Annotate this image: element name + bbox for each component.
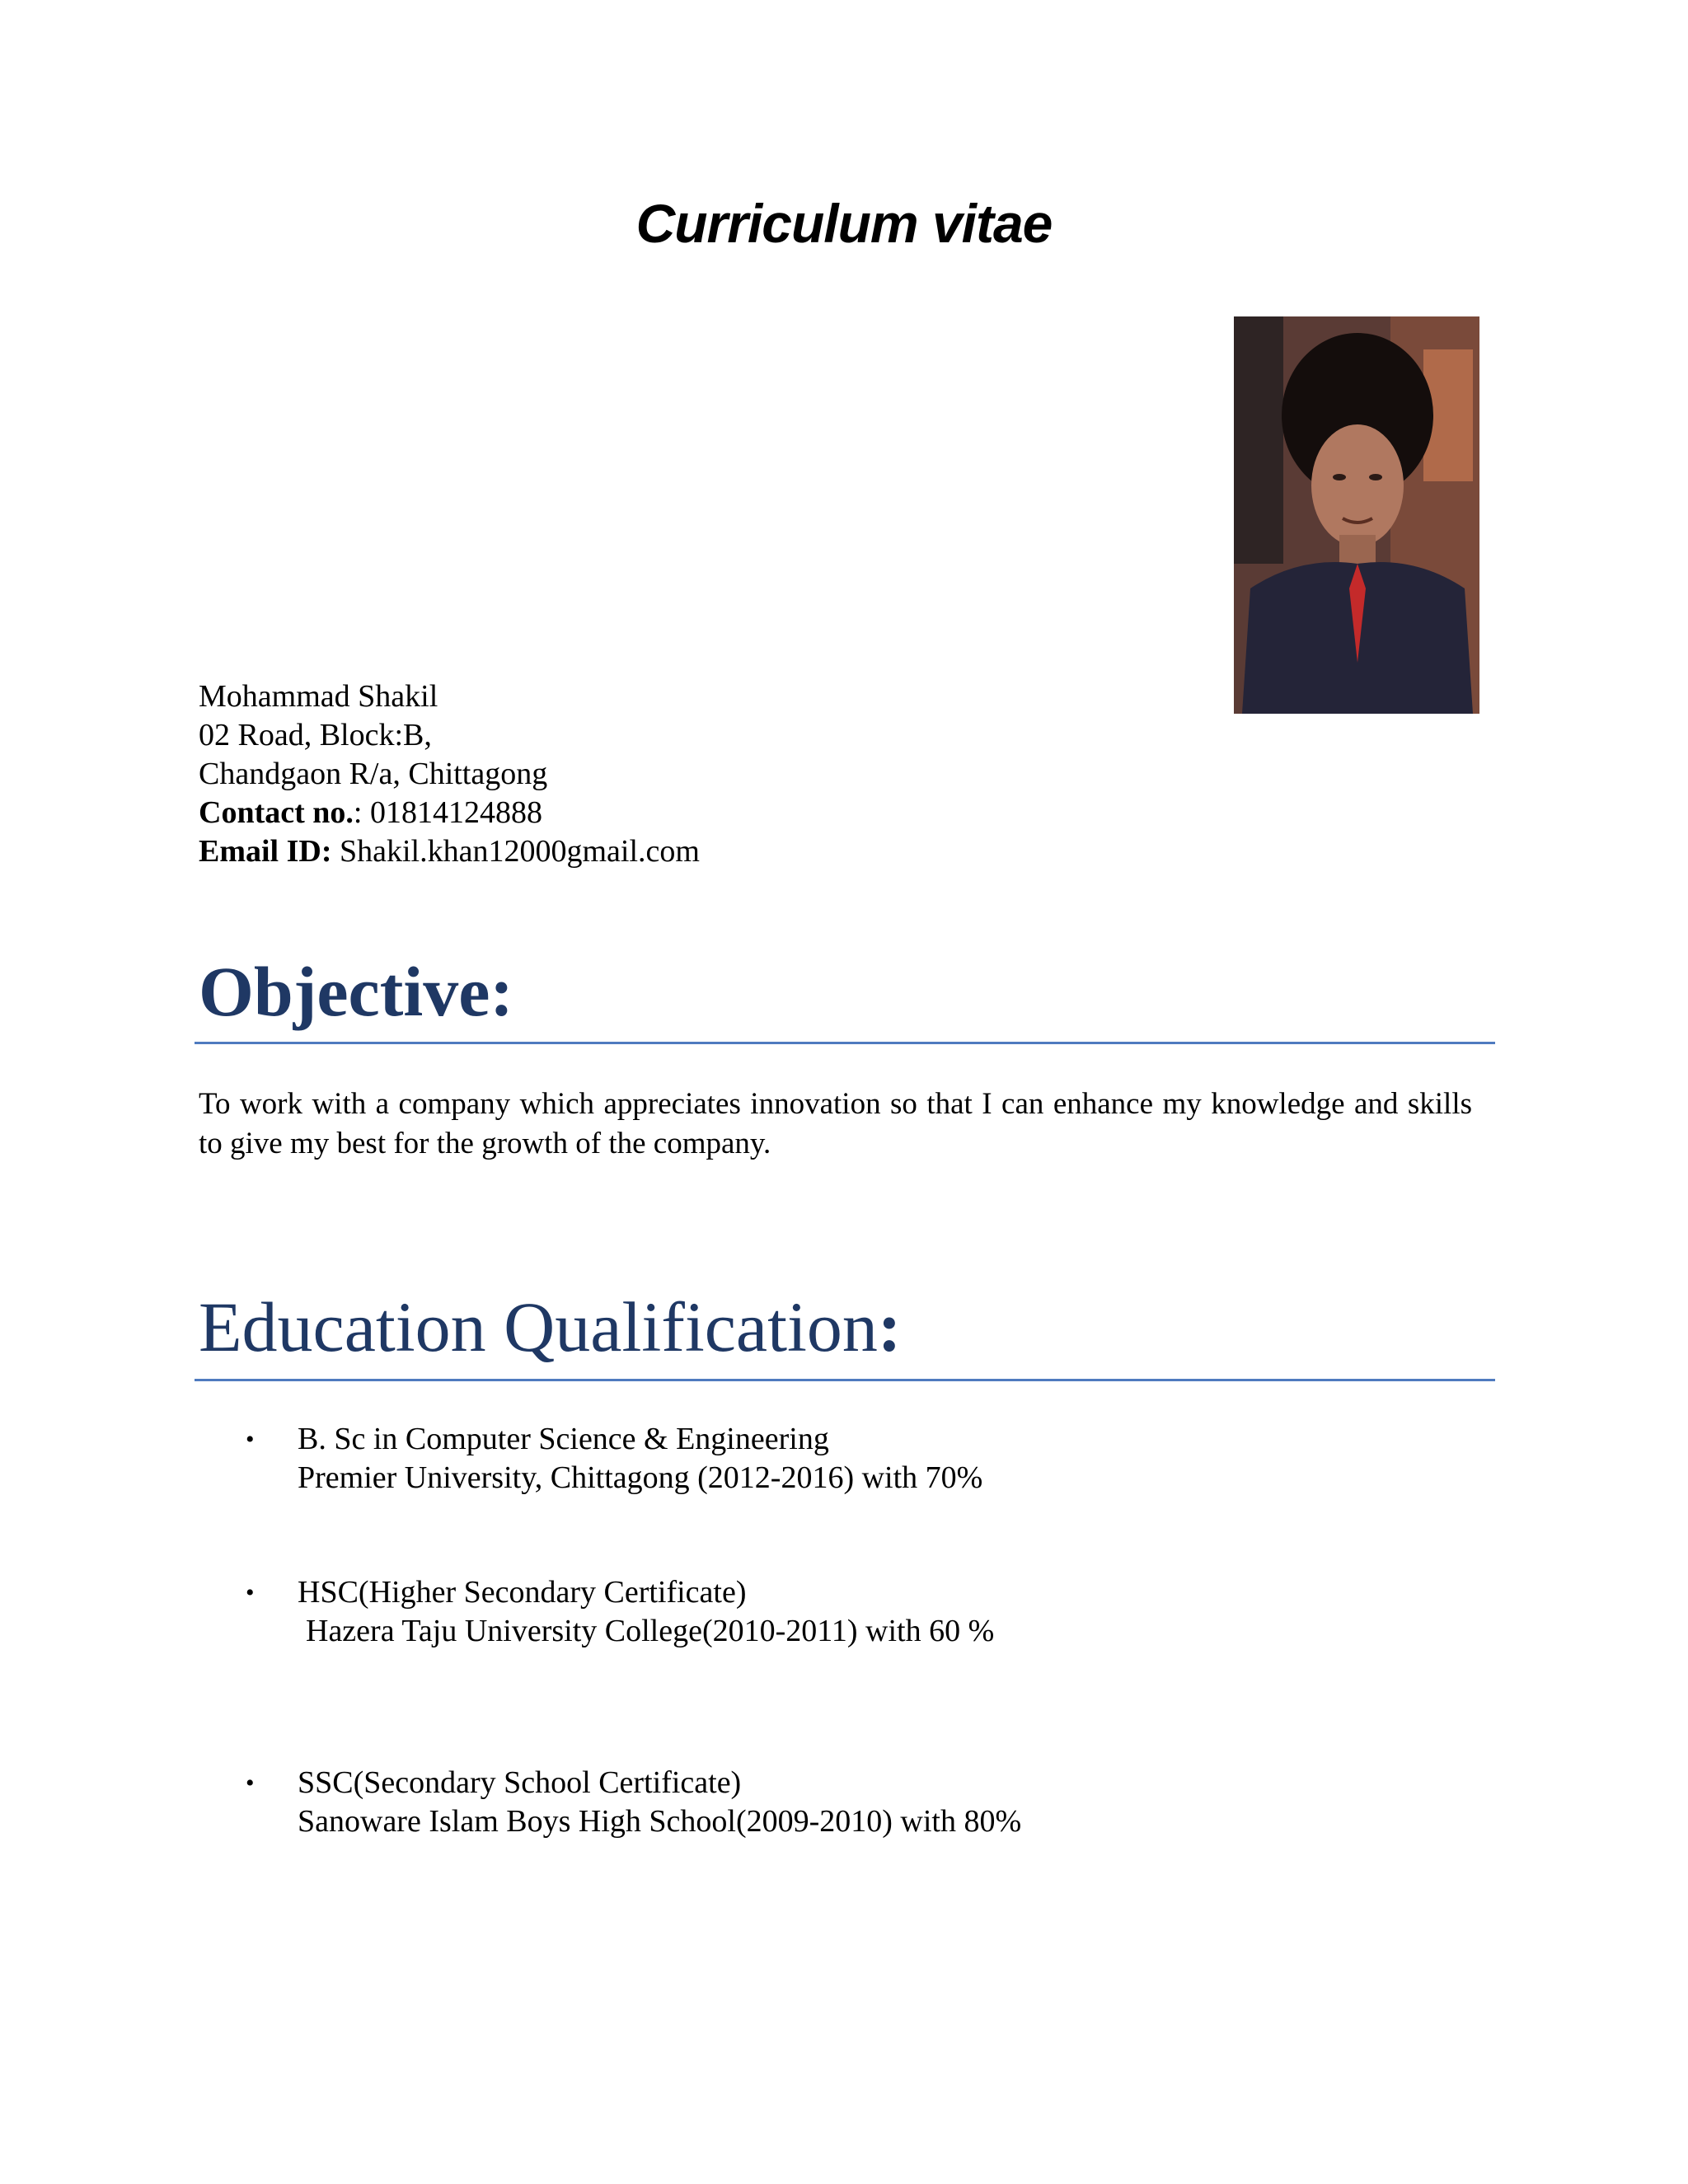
- contact-block: [199, 677, 700, 871]
- contact-email-label: Email ID:: [199, 834, 332, 869]
- portrait-photo: [1234, 316, 1479, 714]
- contact-address-line2: Chandgaon R/a, Chittagong: [199, 757, 548, 791]
- contact-phone-label: Contact no.: [199, 795, 354, 830]
- education-item: [246, 1420, 983, 1497]
- education-degree: B. Sc in Computer Science & Engineering: [298, 1422, 829, 1456]
- contact-phone: [199, 794, 700, 832]
- contact-phone-value: : 01814124888: [353, 795, 542, 830]
- bullet-icon: •: [246, 1579, 255, 1606]
- contact-name: Mohammad Shakil: [199, 679, 438, 714]
- education-heading-colon: :: [877, 1287, 902, 1366]
- education-detail: Sanoware Islam Boys High School(2009-2010) with 80%: [298, 1804, 1022, 1839]
- education-divider: [195, 1379, 1495, 1381]
- education-detail: Hazera Taju University College(2010-2011) with 60 %: [306, 1614, 995, 1648]
- education-item: [246, 1573, 995, 1651]
- education-heading: [199, 1287, 902, 1366]
- objective-heading: Objective:: [199, 952, 514, 1031]
- objective-text: To work with a company which appreciates innovation so that I can enhance my knowledge and skills to give my best for the growth of the company.: [199, 1087, 1472, 1160]
- education-item: [246, 1764, 1022, 1841]
- objective-divider: [195, 1042, 1495, 1044]
- bullet-icon: •: [246, 1426, 255, 1453]
- education-heading-text: Education Qualification: [199, 1287, 878, 1366]
- document-title: Curriculum vitae: [635, 193, 1053, 254]
- contact-email-value: Shakil.khan12000gmail.com: [331, 834, 700, 869]
- contact-address-line1: 02 Road, Block:B,: [199, 718, 432, 752]
- bullet-icon: •: [246, 1769, 255, 1797]
- education-degree: HSC(Higher Secondary Certificate): [298, 1575, 747, 1610]
- education-detail: Premier University, Chittagong (2012-2016) with 70%: [298, 1460, 983, 1495]
- contact-email: [199, 832, 700, 871]
- education-degree: SSC(Secondary School Certificate): [298, 1765, 742, 1800]
